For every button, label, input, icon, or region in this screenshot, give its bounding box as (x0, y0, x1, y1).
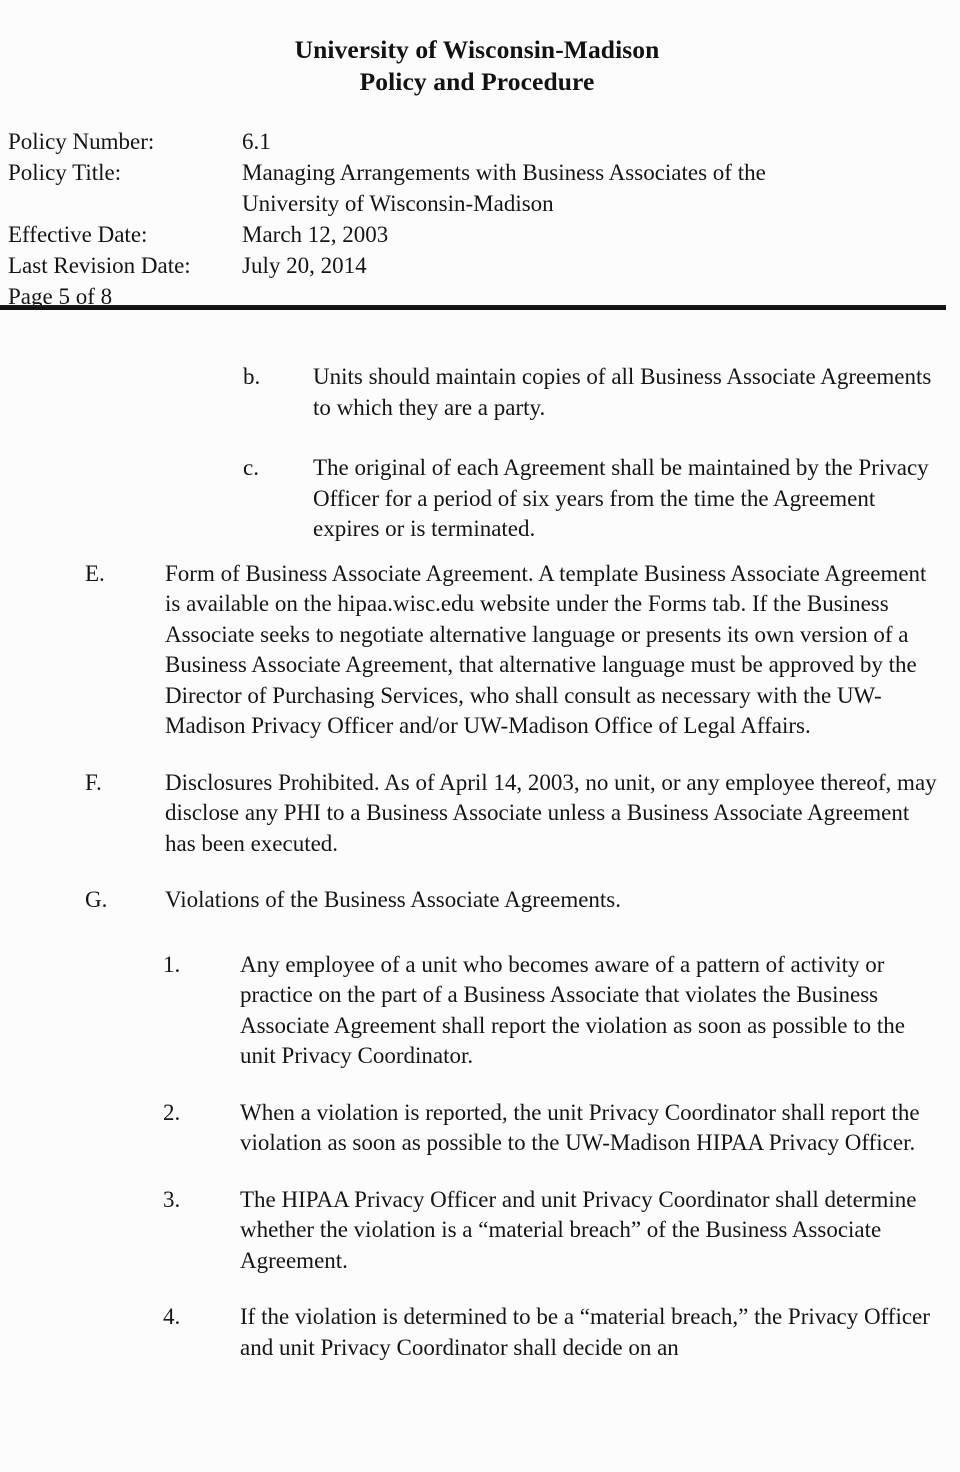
spacer (0, 423, 960, 453)
metadata-label-policy-title: Policy Title: (8, 160, 122, 185)
list-marker: c. (243, 455, 259, 480)
list-marker: 4. (163, 1304, 181, 1329)
list-marker: 2. (163, 1099, 181, 1125)
list-item-text: Any employee of a unit who becomes aware of a pattern of activity or practice on the part of a Business Associate that violates the Business Associate Agreement shall report the violation as soon as possible to the unit Privacy Coordinator. (240, 951, 905, 1068)
list-item-sub-c (0, 453, 960, 545)
metadata-value-effective-date: March 12, 2003 (242, 222, 389, 247)
section-marker: F. (85, 769, 102, 795)
spacer (0, 916, 960, 950)
list-item-text: When a violation is reported, the unit Privacy Coordinator shall report the violation as soon as possible to the UW-Madison HIPAA Privacy Officer. (240, 1099, 920, 1155)
list-marker: b. (243, 364, 261, 389)
page-indicator: Page 5 of 8 (8, 284, 113, 309)
spacer (0, 742, 960, 768)
metadata-label-policy-number: Policy Number: (8, 129, 155, 154)
metadata-label-last-revision-date: Last Revision Date: (8, 253, 191, 278)
section-item-g (0, 885, 960, 916)
metadata-row-last-revision-date (8, 250, 938, 281)
list-item-text: The original of each Agreement shall be maintained by the Privacy Officer for a period of six years from the time the Agreement expires or is terminated. (313, 455, 929, 541)
section-marker: G. (85, 887, 108, 912)
policy-metadata-block (8, 126, 938, 312)
numbered-item-3 (0, 1185, 960, 1277)
document-header (0, 34, 960, 98)
list-item-text: If the violation is determined to be a “material breach,” the Privacy Officer and unit Privacy Coordinator shall decide on an (240, 1304, 930, 1360)
list-item-text: The HIPAA Privacy Officer and unit Privacy Coordinator shall determine whether the violation is a “material breach” of the Business Associate Agreement. (240, 1186, 917, 1273)
spacer (0, 545, 960, 559)
header-line-subtitle: Policy and Procedure (359, 67, 595, 96)
spacer (0, 1159, 960, 1185)
spacer (0, 859, 960, 885)
metadata-value-last-revision-date: July 20, 2014 (242, 253, 367, 278)
list-marker: 1. (163, 951, 181, 977)
list-marker: 3. (163, 1186, 181, 1212)
section-text: Form of Business Associate Agreement. A template Business Associate Agreement is available on the hipaa.wisc.edu website under the Forms tab. If the Business Associate seeks to negotiate alternative language or presents its own version of a Business Associate Agreement, that alternative language must be approved by the Director of Purchasing Services, who shall consult as necessary with the UW-Madison Privacy Officer and/or UW-Madison Office of Legal Affairs. (165, 560, 927, 738)
metadata-row-effective-date (8, 219, 938, 250)
numbered-item-1 (0, 950, 960, 1072)
header-divider (0, 305, 946, 310)
metadata-row-policy-title (8, 157, 938, 219)
spacer (0, 1072, 960, 1098)
metadata-value-policy-title-line1: Managing Arrangements with Business Associates of the (242, 160, 766, 185)
metadata-row-policy-number (8, 126, 938, 157)
list-item-sub-b (0, 362, 960, 423)
list-item-text: Units should maintain copies of all Business Associate Agreements to which they are a party. (313, 364, 932, 420)
section-text: Violations of the Business Associate Agreements. (165, 887, 622, 912)
section-item-f (0, 768, 960, 860)
section-text: Disclosures Prohibited. As of April 14, 2003, no unit, or any employee thereof, may disclose any PHI to a Business Associate unless a Business Associate Agreement has been executed. (165, 769, 937, 856)
metadata-value-policy-title-line2: University of Wisconsin-Madison (242, 191, 554, 216)
metadata-label-effective-date: Effective Date: (8, 222, 148, 247)
numbered-item-2 (0, 1098, 960, 1159)
numbered-item-4 (0, 1302, 960, 1363)
section-item-e (0, 559, 960, 742)
metadata-value-policy-number: 6.1 (242, 129, 271, 154)
document-body (0, 362, 960, 1363)
spacer (0, 1276, 960, 1302)
header-line-organization: University of Wisconsin-Madison (294, 35, 660, 64)
section-marker: E. (85, 560, 105, 586)
metadata-value-policy-title (242, 157, 938, 219)
